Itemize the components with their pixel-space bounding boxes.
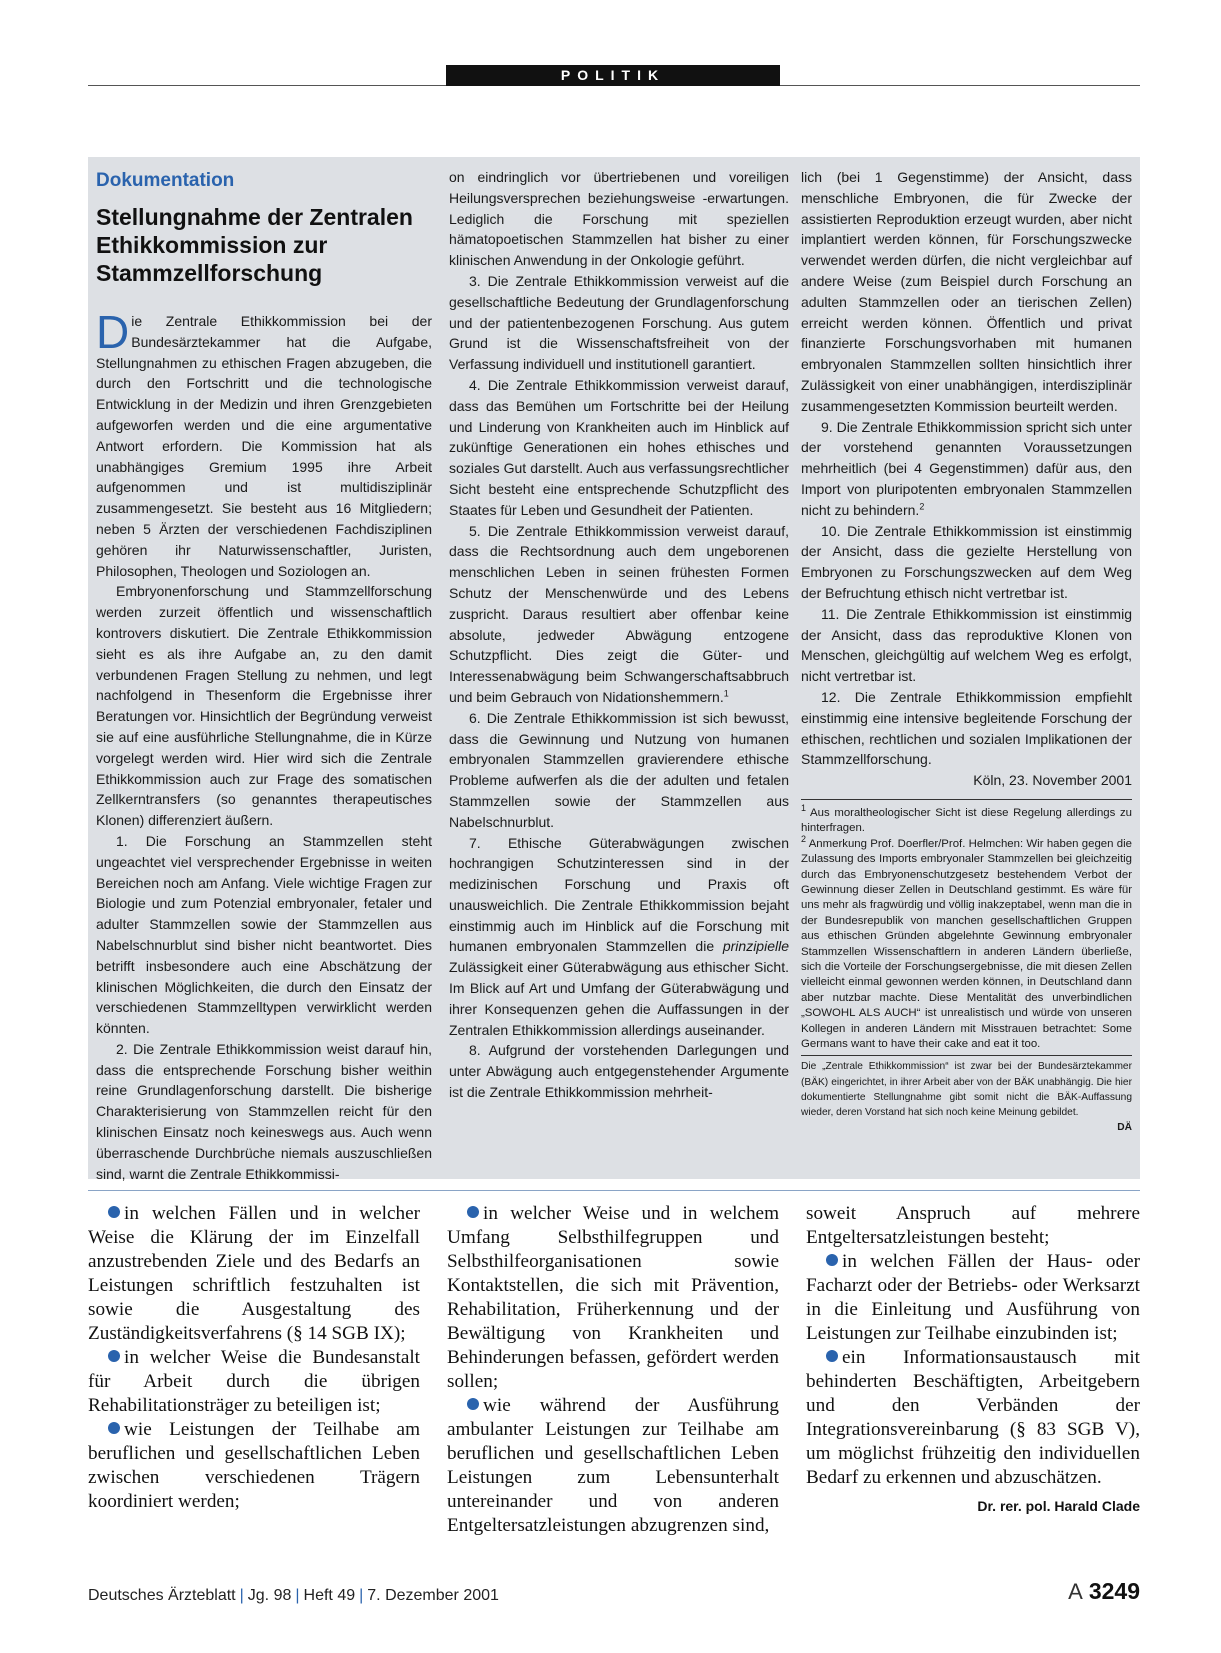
footnote-ref: 1 [723, 688, 729, 699]
emphasis: prinzipielle [722, 938, 789, 955]
list-item: in welchen Fällen der Haus- oder Facharzt oder der Betriebs- oder Werksarzt in die Einleitung und Ausführung von Leistungen zur Teilhabe einzubinden ist; [806, 1251, 1140, 1344]
bullet-icon [108, 1350, 120, 1362]
footer-separator: | [239, 1587, 244, 1604]
doc-paragraph: Embryonenforschung und Stammzellforschung werden zurzeit öffentlich und wissenschaftlich kontrovers diskutiert. Die Zentrale Ethikkommission sieht es als ihre Aufgabe an, zu den damit verbundenen Fragen Stellung zu nehmen, und legt nachfolgend in Thesenform die Ergebnisse ihrer Beratungen vor. Hinsichtlich der Begründung verweist sie auf eine ausführliche Stellungnahme, die in Kürze vorgelegt werden wird. Hier wird sich die Zentrale Ethikkommission auch zur Frage des somatischen Zellkerntransfers (so genanntes therapeutisches Klonen) differenziert äußern. [96, 583, 432, 829]
doc-paragraph: 7. Ethische Güterabwägungen zwischen hochrangigen Schutzinteressen sind in der medizinischen Forschung und Praxis oft unausweichlich. Die Zentrale Ethikkommission bejaht einstimmig auch im Hinblick auf die Forschung mit humanen embryonalen Stammzellen die prinzipielle Zulässigkeit einer Güterabwägung aus ethischer Sicht. Im Blick auf Art und Umfang der Güterabwägung und ihrer Konsequenzen gehen die Auffassungen in der Zentralen Ethikkommission allerdings auseinander. [449, 834, 789, 1038]
footnote-ref: 2 [919, 501, 925, 512]
drop-cap: D [96, 306, 130, 358]
doc-paragraph: 2. Die Zentrale Ethikkommission weist darauf hin, dass die entsprechende Forschung bisher weithin reine Grundlagenforschung darstellt. Die bisherige Charakterisierung von Stammzellen reicht für den klinischen Einsatz noch keineswegs aus. Auch wenn überraschende Durchbrüche niemals auszuschließen sind, warnt die Zentrale Ethikkommissi- [96, 1040, 432, 1182]
doc-column-1 [96, 167, 432, 1184]
article-column-1 [88, 1202, 420, 1514]
list-item: wie Leistungen der Teilhabe am beruflichen und gesellschaftlichen Leben zwischen verschiedenen Trägern koordiniert werden; [88, 1419, 420, 1512]
bullet-icon [826, 1350, 838, 1362]
doc-paragraph: 10. Die Zentrale Ethikkommission ist einstimmig der Ansicht, dass die gezielte Herstellung von Embryonen zu Forschungszwecken auf dem Weg der Befruchtung ethisch nicht vertretbar ist. [801, 522, 1132, 601]
article-column-3 [806, 1202, 1140, 1518]
footer-citation [88, 1587, 499, 1605]
section-divider [88, 1190, 1140, 1191]
doc-paragraph: Die Zentrale Ethikkommission bei der Bundesärztekammer hat die Aufgabe, Stellungnahmen zu ethischen Fragen abzugeben, die durch den Fortschritt und die technologische Entwicklung in der Medizin und ihren Grenzgebieten aufgeworfen werden und die eine argumentative Antwort erfordern. Die Kommission hat als unabhängiges Gremium 1995 ihre Arbeit aufgenommen und ist multidisziplinär zusammengesetzt. Sie besteht aus 16 Mitgliedern; neben 5 Ärzten der verschiedenen Fachdisziplinen gehören ihr Naturwissenschaftler, Juristen, Philosophen, Theologen und Soziologen an. [96, 306, 432, 579]
author-byline: Dr. rer. pol. Harald Clade [977, 1498, 1140, 1514]
list-item: in welcher Weise und in welchem Umfang Selbsthilfegruppen und Selbsthilfeorganisationen sowie Kontaktstellen, die sich mit Prävention, Rehabilitation, Früherkennung und der Bewältigung von Krankheiten und Behinderungen befassen, gefördert werden sollen; [447, 1203, 779, 1392]
footer-separator: | [359, 1587, 364, 1604]
doc-paragraph: 12. Die Zentrale Ethikkommission empfiehlt einstimmig eine intensive begleitende Forschung der ethischen, rechtlichen und sozialen Implikationen der Stammzellforschung. [801, 688, 1132, 768]
doc-paragraph: lich (bei 1 Gegenstimme) der Ansicht, dass menschliche Embryonen, die für Zwecke der assistierten Reproduktion erzeugt wurden, aber nicht implantiert werden können, für Forschungszwecke verwendet werden dürfen, die nicht vergleichbar auf andere Weise (zum Beispiel durch Forschung an adulten Stammzellen oder an tierischen Zellen) erreicht werden können. Öffentlich und privat finanzierte Forschungsvorhaben mit humanen embryonalen Stammzellen sollten hinsichtlich ihrer Zulässigkeit von einer unabhängigen, interdisziplinär zusammengesetzten Kommission beurteilt werden. [801, 169, 1132, 414]
doc-paragraph: 5. Die Zentrale Ethikkommission verweist darauf, dass die Rechtsordnung auch dem ungeborenen menschlichen Leben in seinen frühesten Formen Schutz der Menschenwürde und des Lebens zuspricht. Daraus resultiert aber offenbar keine absolute, jedweder Abwägung entzogene Schutzpflicht. Dies zeigt die Güter- und Interessenabwägung beim Schwangerschaftsabbruch und beim Gebrauch von Nidationshemmern.$^1$ [449, 522, 789, 705]
doc-paragraph: 8. Aufgrund der vorstehenden Darlegungen und unter Abwägung auch entgegenstehender Argumente ist die Zentrale Ethikkommission mehrheit- [449, 1042, 789, 1101]
footnote-2: $^2$ Anmerkung Prof. Doerfler/Prof. Helmchen: Wir haben gegen die Zulassung des Imports embryonaler Stammzellen bei gleichzeitig durch das Embryonenschutzgesetz bestehendem Verbot der Gewinnung dieser Zellen in Deutschland gestimmt. Es wäre für uns mehr als fragwürdig und völlig inakzeptabel, wenn man die in der Bundesrepublik von manchen gesellschaftlichen Gruppen aus ethischen Gründen abgelehnte Gewinnung embryonaler Stammzellen Wissenschaftlern in anderen Ländern überließe, sich die Vorteile der Forschungsergebnisse, die mit diesen Zellen vielleicht einmal gewonnen werden können, in Deutschland dann aber nutzbar machte. Diese Mentalität des unverbindlichen „SOWOHL ALS AUCH“ ist unrealistisch und würde von unseren Kollegen in anderen Ländern mit Misstrauen betrachtet: Some Germans want to have their cake and eat it too. [801, 833, 1132, 1050]
page-prefix: A [1068, 1579, 1083, 1604]
bullet-icon [826, 1254, 838, 1266]
doc-kicker: Dokumentation [96, 170, 235, 191]
footnote-rule [801, 799, 1132, 800]
bullet-icon [467, 1206, 479, 1218]
editor-signature: DÄ [1117, 1122, 1132, 1134]
editor-note: Die „Zentrale Ethikkommission“ ist zwar bei der Bundesärztekammer (BÄK) eingerichtet, in ihrer Arbeit aber von der BÄK unabhängig. Die hier dokumentierte Stellungnahme gibt somit nicht die BÄK-Auffassung wieder, deren Vorstand hat sich noch keine Meinung gebildet. DÄ [801, 1055, 1132, 1135]
page-number: A 3249 [1068, 1578, 1140, 1604]
article-column-2 [447, 1202, 779, 1538]
section-label: POLITIK [446, 65, 780, 86]
doc-signoff: Köln, 23. November 2001 [973, 772, 1132, 789]
doc-paragraph: 1. Die Forschung an Stammzellen steht ungeachtet viel versprechender Ergebnisse in weiten Bereichen noch am Anfang. Viele wichtige Fragen zur Biologie und zum Potenzial embryonaler, fetaler und adulter Stammzellen sowie der Stammzellen aus Nabelschnurblut sind bisher nicht beantwortet. Dies betrifft insbesondere auch eine Abschätzung der klinischen Möglichkeiten, die durch den Einsatz der verschiedenen Stammzelltypen verwirklicht werden könnten. [96, 832, 432, 1037]
doc-column-2 [449, 167, 789, 1103]
journal-issue: Heft 49 [303, 1587, 356, 1604]
doc-paragraph: 4. Die Zentrale Ethikkommission verweist darauf, dass das Bemühen um Fortschritte bei der Heilung und Linderung von Krankheiten auch im Hinblick auf zukünftige Generationen ein hohes ethisches und soziales Gut darstellt. Auch aus verfassungsrechtlicher Sicht besteht eine entsprechende Schutzpflicht des Staates für Leben und Gesundheit der Patienten. [449, 376, 789, 518]
list-item: wie während der Ausführung ambulanter Leistungen zur Teilhabe am beruflichen und gesellschaftlichen Leben Leistungen zum Lebensunterhalt untereinander und von anderen Entgeltersatzleistungen abzugrenzen sind, [447, 1395, 779, 1536]
doc-paragraph: 11. Die Zentrale Ethikkommission ist einstimmig der Ansicht, dass das reproduktive Klonen von Menschen, gleichgültig auf welchem Weg es erfolgt, nicht vertretbar ist. [801, 605, 1132, 685]
journal-date: 7. Dezember 2001 [367, 1587, 499, 1604]
footer-separator: | [295, 1587, 300, 1604]
journal-name: Deutsches Ärzteblatt [88, 1587, 236, 1604]
list-item: ein Informationsaustausch mit behinderten Beschäftigten, Arbeitgebern und den Verbänden der Integrationsvereinbarung (§ 83 SGB V), um möglichst frühzeitig den individuellen Bedarf zu erkennen und abzuschätzen. Dr. rer. pol. Harald Clade [806, 1346, 1140, 1490]
bullet-icon [108, 1422, 120, 1434]
footnote-1: $^1$ Aus moraltheologischer Sicht ist diese Regelung allerdings zu hinterfragen. [801, 803, 1132, 835]
doc-paragraph: 9. Die Zentrale Ethikkommission spricht sich unter der vorstehend genannten Voraussetzungen mehrheitlich (bei 4 Gegenstimmen) dafür aus, den Import von pluripotenten embryonalen Stammzellen nicht zu behindern.$^2$ [801, 418, 1132, 518]
doc-column-3 [801, 167, 1132, 1135]
doc-title: Stellungnahme der Zentralen Ethikkommission zur Stammzellforschung [96, 204, 413, 286]
doc-paragraph: on eindringlich vor übertriebenen und voreiligen Heilungsversprechen beziehungsweise -erwartungen. Lediglich die Forschung mit speziellen hämatopoetischen Stammzellen hat bisher zu einer klinischen Anwendung in der Onkologie geführt. [449, 169, 789, 269]
doc-paragraph: 6. Die Zentrale Ethikkommission ist sich bewusst, dass die Gewinnung und Nutzung von humanen embryonalen Stammzellen gravierendere ethische Probleme aufwerfen als die der adulten und fetalen Stammzellen sowie der Stammzellen aus Nabelschnurblut. [449, 709, 789, 830]
list-item-continued: soweit Anspruch auf mehrere Entgeltersatzleistungen besteht; [806, 1203, 1140, 1248]
doc-paragraph: 3. Die Zentrale Ethikkommission verweist auf die gesellschaftliche Bedeutung der Grundlagenforschung und der patientenbezogenen Forschung. Aus gutem Grund ist die Wissenschaftsfreiheit von der Verfassung individuell und institutionell garantiert. [449, 272, 789, 373]
bullet-icon [467, 1398, 479, 1410]
bullet-icon [108, 1206, 120, 1218]
list-item: in welchen Fällen und in welcher Weise die Klärung der im Einzelfall anzustrebenden Ziele und des Bedarfs an Leistungen schriftlich festzuhalten ist sowie die Ausgestaltung des Zuständigkeitsverfahrens (§ 14 SGB IX); [88, 1203, 420, 1344]
list-item: in welcher Weise die Bundesanstalt für Arbeit durch die übrigen Rehabilitationsträger zu beteiligen ist; [88, 1347, 420, 1416]
documentation-box [88, 157, 1140, 1182]
journal-volume: Jg. 98 [247, 1587, 292, 1604]
